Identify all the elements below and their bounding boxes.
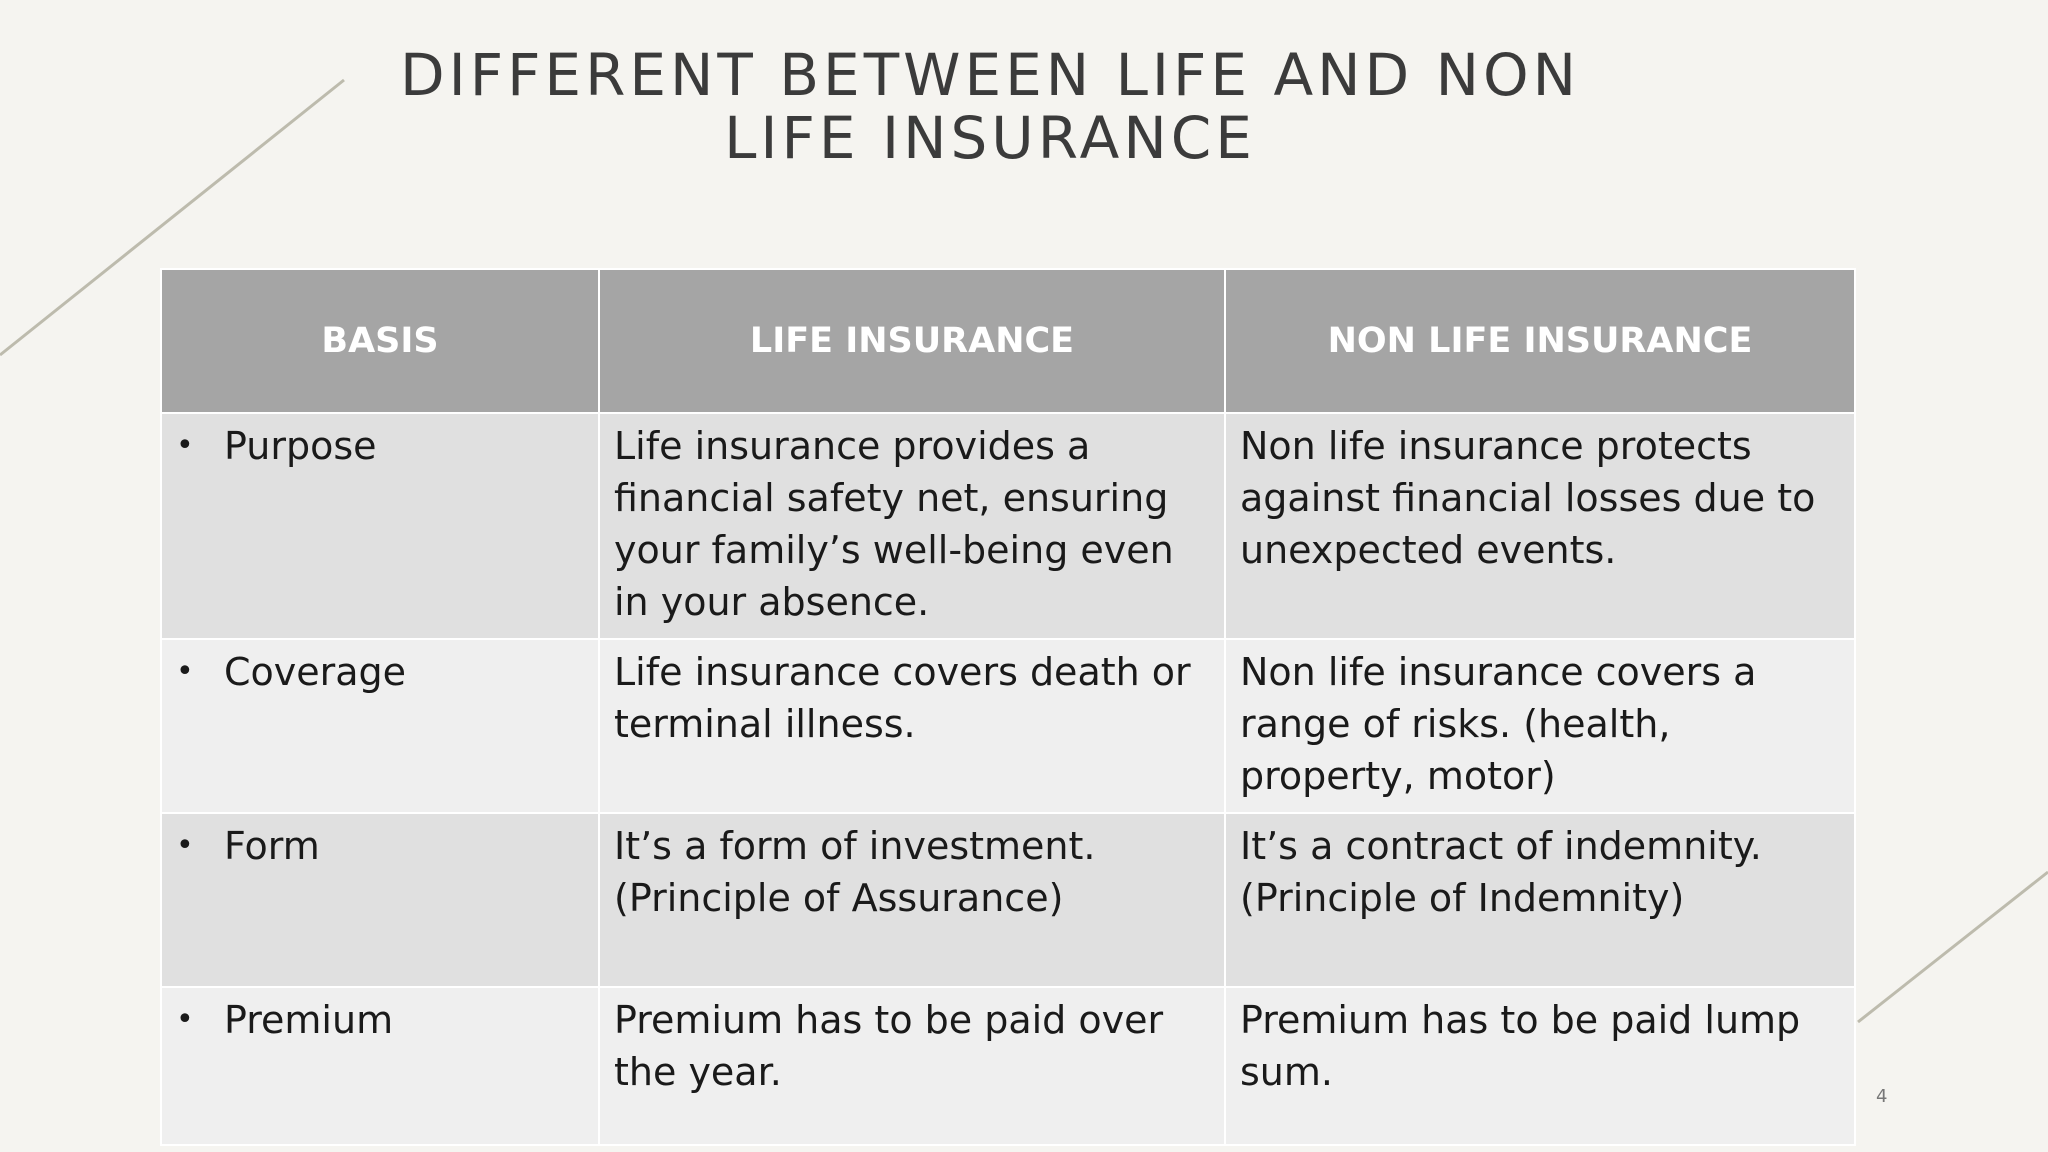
life-insurance-cell: Life insurance covers death or terminal illness. <box>599 639 1225 813</box>
non-life-insurance-cell: Non life insurance protects against financial losses due to unexpected events. <box>1225 413 1855 639</box>
bullet-icon: • <box>176 1002 194 1037</box>
basis-label: Premium <box>224 998 394 1042</box>
page-number: 4 <box>1876 1086 1888 1107</box>
basis-cell <box>161 987 599 1145</box>
non-life-insurance-cell: Non life insurance covers a range of risks. (health, property, motor) <box>1225 639 1855 813</box>
non-life-insurance-cell: Premium has to be paid lump sum. <box>1225 987 1855 1145</box>
bullet-icon: • <box>176 654 194 689</box>
table-header-row <box>161 269 1855 413</box>
header-non-life-insurance: NON LIFE INSURANCE <box>1225 269 1855 413</box>
decor-line-bottom-right <box>1858 872 2048 1022</box>
header-life-insurance: LIFE INSURANCE <box>599 269 1225 413</box>
basis-cell <box>161 813 599 987</box>
bullet-icon: • <box>176 828 194 863</box>
slide-title: DIFFERENT BETWEEN LIFE AND NON LIFE INSURANCE <box>399 41 1581 172</box>
comparison-table-container <box>160 268 1854 1146</box>
table-row <box>161 639 1855 813</box>
basis-cell <box>161 413 599 639</box>
basis-label: Coverage <box>224 650 407 694</box>
life-insurance-cell: Premium has to be paid over the year. <box>599 987 1225 1145</box>
table-row <box>161 813 1855 987</box>
basis-label: Purpose <box>224 424 377 468</box>
bullet-icon: • <box>176 428 194 463</box>
basis-cell <box>161 639 599 813</box>
non-life-insurance-cell: It’s a contract of indemnity. (Principle of Indemnity) <box>1225 813 1855 987</box>
header-basis: BASIS <box>161 269 599 413</box>
life-insurance-cell: Life insurance provides a financial safety net, ensuring your family’s well-being even in your absence. <box>599 413 1225 639</box>
life-insurance-cell: It’s a form of investment. (Principle of Assurance) <box>599 813 1225 987</box>
comparison-table <box>160 268 1856 1146</box>
basis-label: Form <box>224 824 320 868</box>
table-row <box>161 413 1855 639</box>
table-row <box>161 987 1855 1145</box>
